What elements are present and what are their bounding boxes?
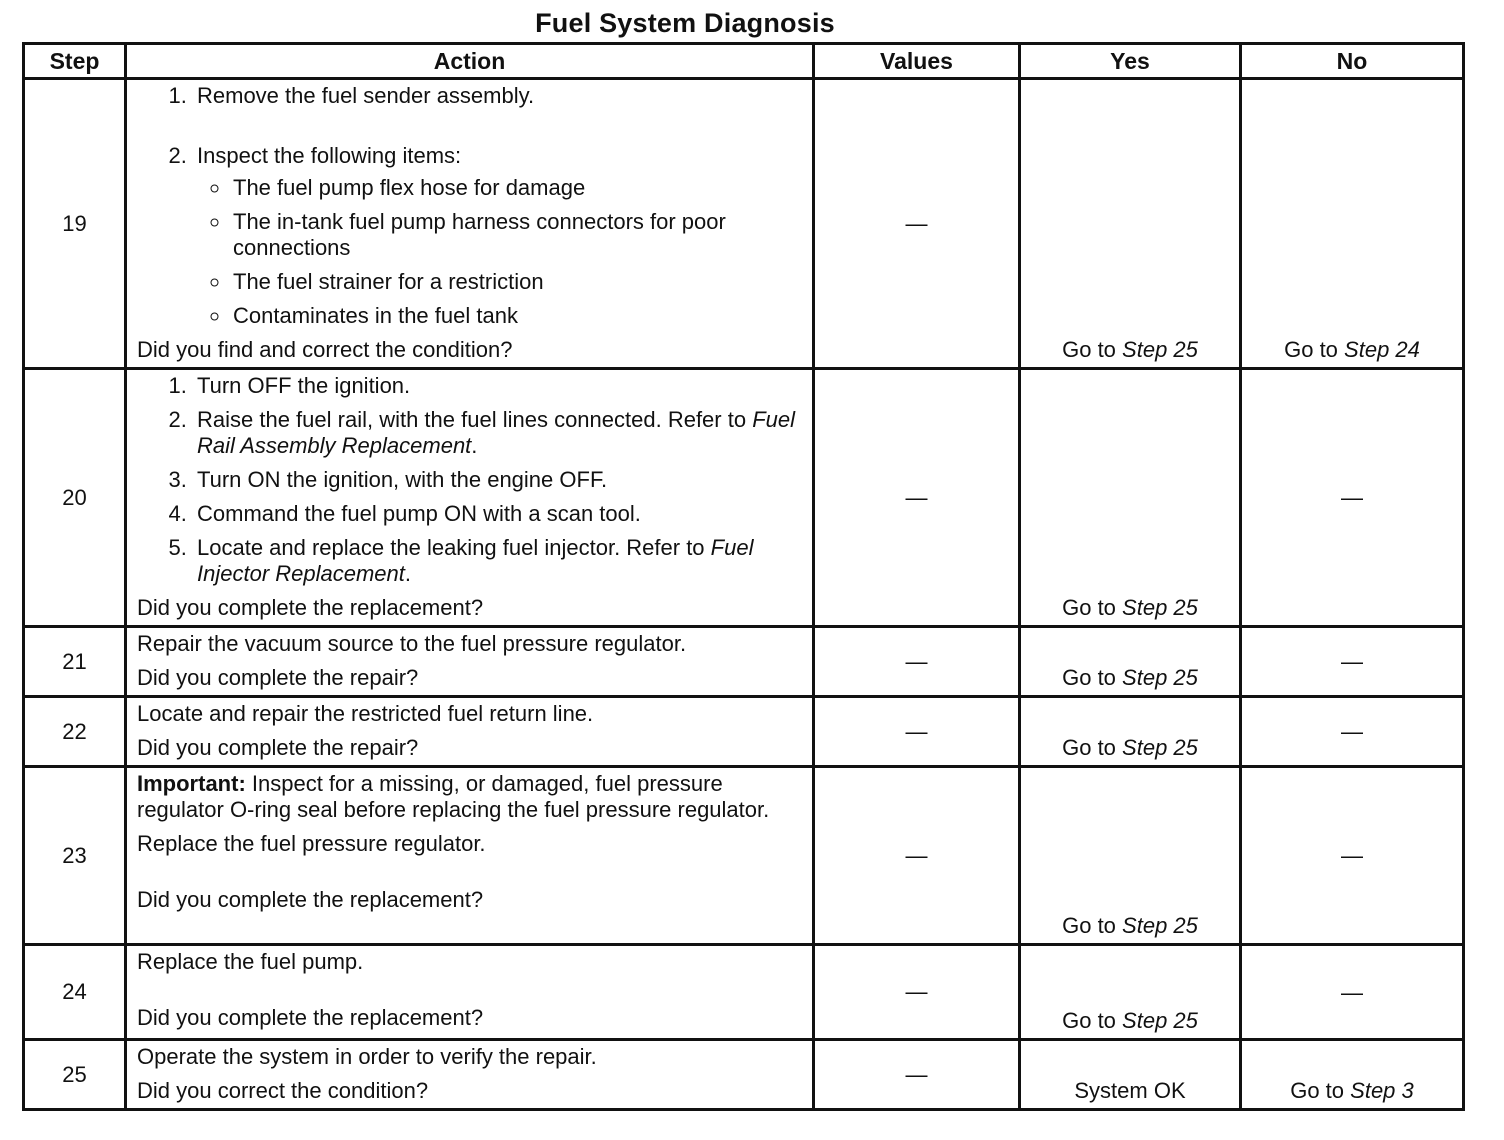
question-text: Did you complete the repair? <box>137 665 419 690</box>
reference-link: Fuel Injector Replacement <box>197 535 754 586</box>
goto-label: Go to <box>1062 665 1116 690</box>
question-text: Did you complete the replacement? <box>137 595 484 620</box>
list-item <box>193 143 804 329</box>
yes-cell <box>1020 767 1241 945</box>
action-cell <box>126 697 814 767</box>
list-item-text: Locate and replace the leaking fuel injector. Refer to <box>197 535 705 560</box>
yes-cell: System OK <box>1020 1040 1241 1110</box>
action-cell <box>126 627 814 697</box>
list-item-text: Raise the fuel rail, with the fuel lines connected. Refer to <box>197 407 747 432</box>
list-item: 1. Remove the fuel sender assembly. <box>193 83 804 109</box>
goto-label: Go to <box>1290 1078 1345 1103</box>
action-list <box>137 373 804 587</box>
action-cell <box>126 369 814 627</box>
question-text: Did you correct the condition? <box>137 1078 429 1103</box>
no-cell <box>1241 79 1464 369</box>
action-cell <box>126 1040 814 1110</box>
bullet-item: ◦ Contaminates in the fuel tank <box>231 303 804 329</box>
values-cell: — <box>814 1040 1020 1110</box>
no-cell: — <box>1241 945 1464 1040</box>
table-row <box>24 627 1464 697</box>
no-cell: — <box>1241 627 1464 697</box>
important-note <box>137 771 804 823</box>
bullet-item: ◦ The in-tank fuel pump harness connectors for poor connections <box>231 209 804 261</box>
action-list <box>137 83 804 329</box>
yes-cell <box>1020 627 1241 697</box>
step-number: 23 <box>24 767 126 945</box>
values-cell: — <box>814 945 1020 1040</box>
values-cell: — <box>814 627 1020 697</box>
goto-label: Go to <box>1284 337 1338 362</box>
values-cell: — <box>814 697 1020 767</box>
goto-label: Go to <box>1062 595 1116 620</box>
column-header-no: No <box>1241 44 1464 79</box>
yes-cell <box>1020 945 1241 1040</box>
action-cell <box>126 767 814 945</box>
diagnosis-table <box>22 42 1465 1111</box>
important-text: Inspect for a missing, or damaged, fuel pressure regulator O-ring seal before replacing the fuel pressure regulator. <box>137 771 770 822</box>
values-cell: — <box>814 767 1020 945</box>
table-row <box>24 945 1464 1040</box>
yes-step-ref: Step 25 <box>1122 913 1198 938</box>
action-cell <box>126 79 814 369</box>
table-row <box>24 767 1464 945</box>
goto-label: Go to <box>1062 735 1116 760</box>
list-item: 1. Turn OFF the ignition. <box>193 373 804 399</box>
no-step-ref: Step 3 <box>1350 1078 1414 1103</box>
no-cell <box>1241 1040 1464 1110</box>
list-item: 5. Locate and replace the leaking fuel injector. Refer to Fuel Injector Replacement. <box>193 535 804 587</box>
question-text: Did you complete the replacement? <box>137 887 484 912</box>
action-text: Locate and repair the restricted fuel return line. <box>137 701 594 726</box>
yes-step-ref: Step 25 <box>1122 595 1198 620</box>
important-label: Important: <box>137 771 246 796</box>
step-number: 20 <box>24 369 126 627</box>
no-cell: — <box>1241 697 1464 767</box>
yes-cell <box>1020 369 1241 627</box>
step-number: 25 <box>24 1040 126 1110</box>
yes-step-ref: Step 25 <box>1122 1008 1198 1033</box>
column-header-step: Step <box>24 44 126 79</box>
list-item: 3. Turn ON the ignition, with the engine OFF. <box>193 467 804 493</box>
yes-step-ref: Step 25 <box>1122 665 1198 690</box>
table-row <box>24 697 1464 767</box>
yes-cell <box>1020 697 1241 767</box>
yes-step-ref: Step 25 <box>1122 337 1198 362</box>
list-item: 4. Command the fuel pump ON with a scan tool. <box>193 501 804 527</box>
table-row <box>24 1040 1464 1110</box>
goto-label: Go to <box>1062 337 1116 362</box>
header-row <box>24 44 1464 79</box>
no-cell: — <box>1241 767 1464 945</box>
column-header-values: Values <box>814 44 1020 79</box>
column-header-action: Action <box>126 44 814 79</box>
action-text: Repair the vacuum source to the fuel pressure regulator. <box>137 631 687 656</box>
goto-label: Go to <box>1062 1008 1116 1033</box>
question-text: Did you complete the repair? <box>137 735 419 760</box>
question-text: Did you find and correct the condition? <box>137 337 513 362</box>
no-cell: — <box>1241 369 1464 627</box>
page-title: Fuel System Diagnosis <box>535 8 835 38</box>
bullet-item: ◦ The fuel pump flex hose for damage <box>231 175 804 201</box>
question-text: Did you complete the replacement? <box>137 1005 484 1030</box>
goto-label: Go to <box>1062 913 1116 938</box>
yes-cell <box>1020 79 1241 369</box>
action-text: Replace the fuel pump. <box>137 949 364 974</box>
reference-link: Fuel Rail Assembly Replacement <box>197 407 795 458</box>
action-text: Replace the fuel pressure regulator. <box>137 831 486 856</box>
step-number: 24 <box>24 945 126 1040</box>
step-number: 21 <box>24 627 126 697</box>
action-cell <box>126 945 814 1040</box>
yes-step-ref: Step 25 <box>1122 735 1198 760</box>
list-item: 2. Raise the fuel rail, with the fuel lines connected. Refer to Fuel Rail Assembly Replacement. <box>193 407 804 459</box>
column-header-yes: Yes <box>1020 44 1241 79</box>
no-step-ref: Step 24 <box>1344 337 1420 362</box>
table-row <box>24 79 1464 369</box>
step-number: 19 <box>24 79 126 369</box>
action-text: Operate the system in order to verify the repair. <box>137 1044 597 1069</box>
table-row <box>24 369 1464 627</box>
values-cell: — <box>814 79 1020 369</box>
step-number: 22 <box>24 697 126 767</box>
list-item-text: Inspect the following items: <box>197 143 462 168</box>
bullet-item: ◦ The fuel strainer for a restriction <box>231 269 804 295</box>
values-cell: — <box>814 369 1020 627</box>
bullet-list <box>197 175 804 329</box>
